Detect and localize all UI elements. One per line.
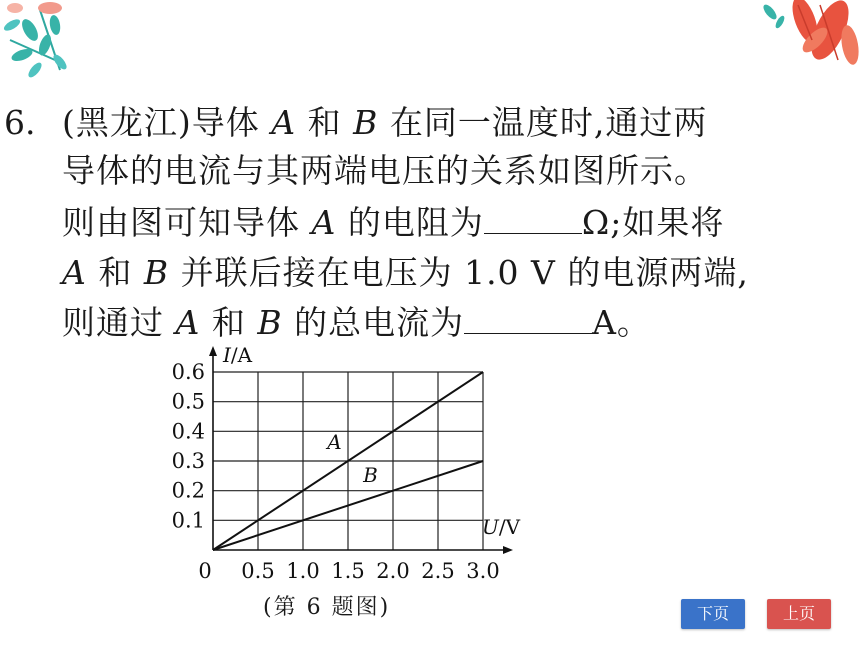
current-voltage-chart (150, 338, 530, 590)
series-label-a: A (327, 430, 342, 455)
x-tick-label: 0 (198, 559, 212, 583)
x-axis-arrow (503, 546, 513, 554)
next-page-button[interactable]: 下页 (681, 599, 745, 629)
y-axis-arrow (209, 346, 217, 356)
variable-a: A (271, 103, 297, 142)
x-tick-label: 0.5 (241, 559, 275, 583)
text-segment: 则通过 (62, 303, 176, 342)
y-tick-label: 0.6 (171, 360, 205, 384)
text-segment: 和 (200, 303, 258, 342)
y-tick-label: 0.5 (171, 389, 205, 414)
y-tick-label: 0.2 (171, 478, 205, 503)
x-tick-label: 1.0 (286, 559, 320, 583)
variable-a: A (311, 203, 337, 242)
variable-a: A (175, 303, 201, 342)
question-number: 6. (4, 103, 36, 142)
x-tick-label: 2.0 (376, 559, 410, 583)
x-tick-label: 3.0 (466, 559, 500, 583)
text-segment: 在同一温度时,通过两 (378, 103, 708, 142)
y-tick-label: 0.3 (171, 449, 205, 473)
x-axis-label: U/V (481, 515, 521, 539)
question-line-1 (62, 100, 707, 145)
text-segment: 和 (296, 103, 354, 142)
text-segment: Ω;如果将 (581, 203, 725, 242)
question-line-3 (62, 200, 724, 245)
y-axis-label: I/A (223, 343, 253, 367)
x-tick-label: 2.5 (421, 559, 455, 583)
figure-caption: (第 6 题图) (263, 595, 391, 620)
previous-page-button[interactable]: 上页 (767, 599, 831, 629)
answer-blank-resistance[interactable] (484, 201, 582, 234)
question-line-4 (62, 250, 749, 295)
variable-b: B (257, 303, 283, 342)
text-segment: 并联后接在电压为 1.0 V 的电源两端, (169, 253, 749, 292)
variable-b: B (143, 253, 170, 292)
x-tick-label: 1.5 (331, 559, 365, 583)
text-segment: 的总电流为 (282, 303, 465, 342)
corner-leaf-decoration-right (720, 0, 860, 75)
text-segment: 则由图可知导体 (62, 203, 312, 242)
answer-blank-total-current[interactable] (464, 301, 592, 334)
text-segment: 的电阻为 (336, 203, 484, 242)
y-tick-label: 0.4 (171, 419, 205, 444)
corner-leaf-decoration-left (0, 0, 90, 95)
text-segment: (黑龙江)导体 (62, 103, 272, 142)
series-label-b: B (363, 462, 378, 487)
question-line-2: 导体的电流与其两端电压的关系如图所示。 (62, 151, 708, 190)
text-segment: 和 (86, 253, 144, 292)
variable-a: A (62, 253, 87, 292)
text-segment: A。 (592, 303, 651, 342)
variable-b: B (353, 103, 379, 142)
y-tick-label: 0.1 (171, 508, 205, 533)
